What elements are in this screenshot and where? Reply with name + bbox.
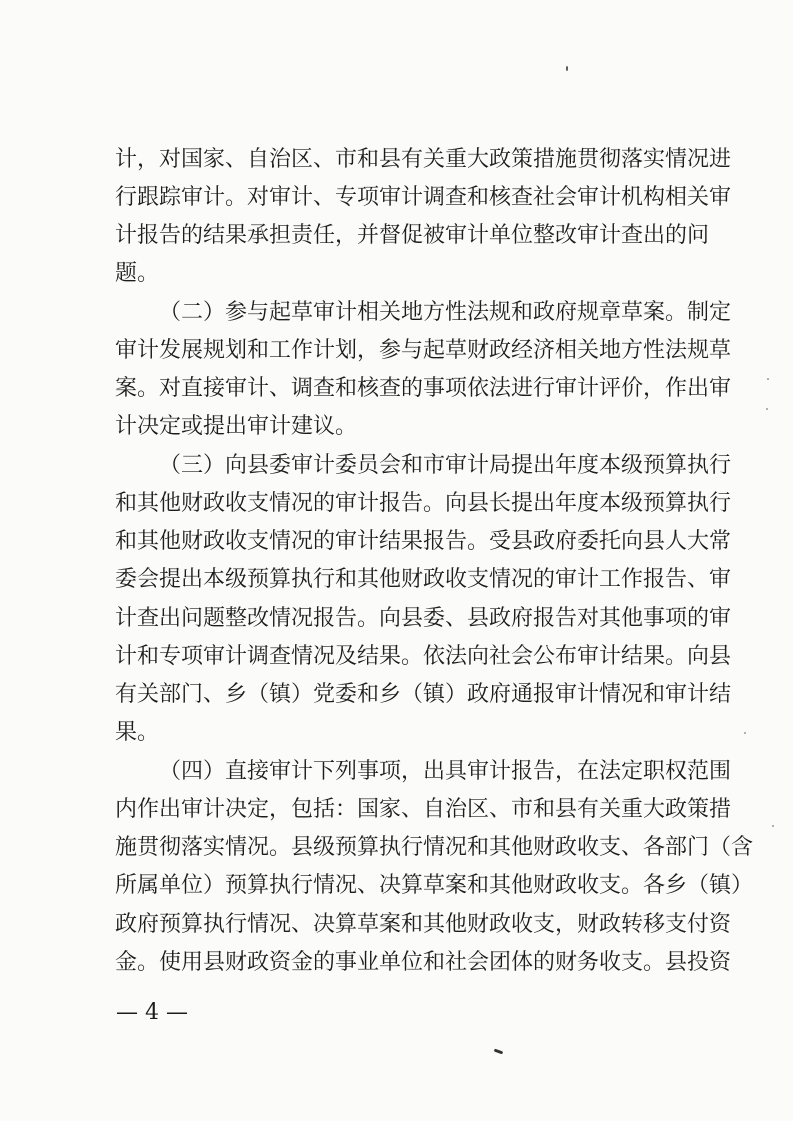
paragraph-start-line: （四）直接审计下列事项，出具审计报告，在法定职权范围	[159, 759, 732, 784]
text-line: 果。	[115, 720, 160, 745]
scan-speck	[566, 66, 568, 71]
text-line: 金。使用县财政资金的事业单位和社会团体的财务收支。县投资	[115, 950, 732, 975]
text-line: 委会提出本级预算执行和其他财政收支情况的审计工作报告、审	[115, 567, 732, 592]
page-number: — 4 —	[116, 1000, 188, 1025]
text-line: 题。	[115, 261, 160, 286]
text-line: 计和专项审计调查情况及结果。依法向社会公布审计结果。向县	[115, 644, 732, 669]
text-line: 计，对国家、自治区、市和县有关重大政策措施贯彻落实情况进	[115, 147, 732, 172]
text-line: 政府预算执行情况、决算草案和其他财政收支，财政转移支付资	[115, 912, 732, 937]
scan-speck	[767, 378, 769, 380]
text-line: 案。对直接审计、调查和核查的事项依法进行审计评价，作出审	[115, 376, 732, 401]
scan-speck	[744, 732, 746, 734]
text-line: 内作出审计决定，包括：国家、自治区、市和县有关重大政策措	[115, 797, 732, 822]
scan-speck	[494, 1049, 503, 1055]
text-line: 计决定或提出审计建议。	[115, 414, 358, 439]
text-line: 有关部门、乡（镇）党委和乡（镇）政府通报审计情况和审计结	[115, 682, 732, 707]
text-line: 和其他财政收支情况的审计报告。向县长提出年度本级预算执行	[115, 491, 732, 516]
text-line: 审计发展规划和工作计划，参与起草财政经济相关地方性法规草	[115, 338, 732, 363]
paragraph-start-line: （二）参与起草审计相关地方性法规和政府规章草案。制定	[159, 300, 732, 325]
text-line: 所属单位）预算执行情况、决算草案和其他财政收支。各乡（镇）	[115, 873, 754, 898]
scan-speck	[766, 408, 768, 410]
text-line: 计报告的结果承担责任，并督促被审计单位整改审计查出的问	[115, 223, 710, 248]
paragraph-start-line: （三）向县委审计委员会和市审计局提出年度本级预算执行	[159, 453, 732, 478]
text-line: 行跟踪审计。对审计、专项审计调查和核查社会审计机构相关审	[115, 185, 732, 210]
text-line: 施贯彻落实情况。县级预算执行情况和其他财政收支、各部门（含	[115, 835, 754, 860]
text-line: 计查出问题整改情况报告。向县委、县政府报告对其他事项的审	[115, 606, 732, 631]
text-line: 和其他财政收支情况的审计结果报告。受县政府委托向县人大常	[115, 529, 732, 554]
scan-speck	[772, 825, 774, 827]
